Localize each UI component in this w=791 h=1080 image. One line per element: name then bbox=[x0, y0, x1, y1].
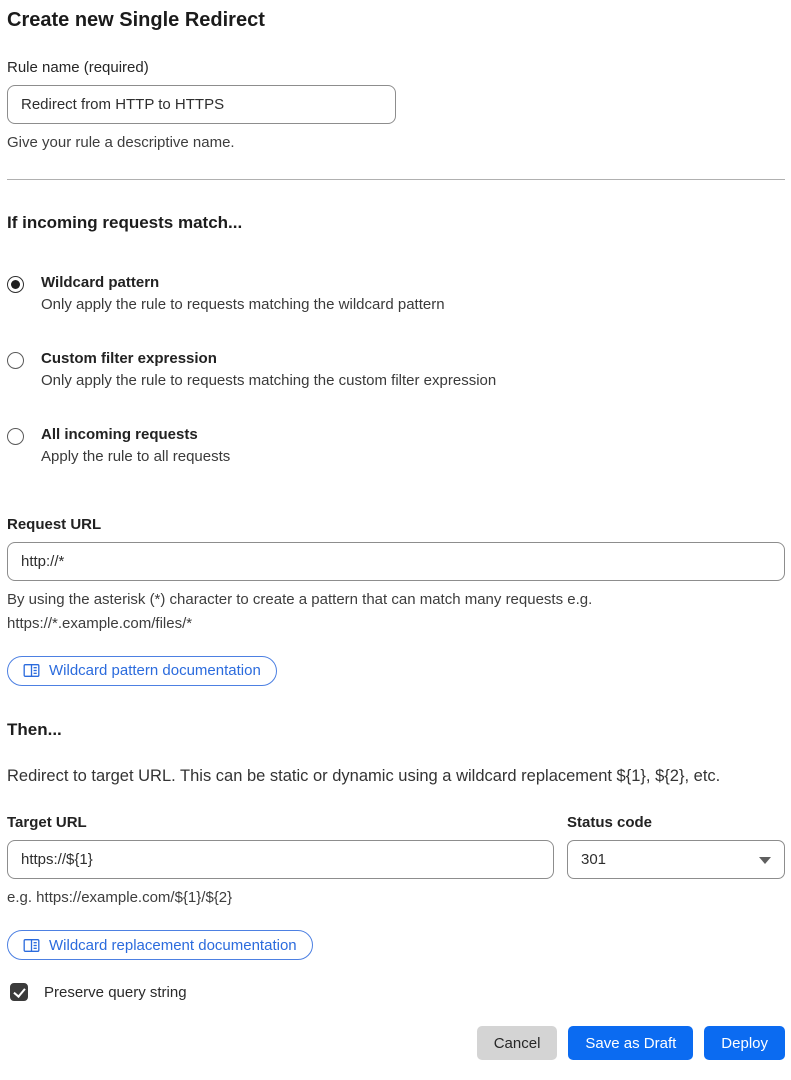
preserve-query-string-label: Preserve query string bbox=[44, 983, 187, 1001]
book-icon bbox=[23, 663, 40, 678]
request-url-help bbox=[7, 588, 785, 635]
book-icon bbox=[23, 938, 40, 953]
status-code-label: Status code bbox=[567, 813, 653, 831]
all-incoming-requests-radio[interactable] bbox=[7, 428, 24, 445]
custom-filter-expression-radio[interactable] bbox=[7, 352, 24, 369]
status-code-select-wrap bbox=[567, 840, 785, 879]
radio-option-label: Custom filter expression bbox=[41, 350, 217, 368]
rule-name-block bbox=[7, 59, 785, 154]
wildcard-pattern-radio[interactable] bbox=[7, 276, 24, 293]
preserve-query-string-row[interactable] bbox=[7, 983, 785, 1001]
radio-option-description: Apply the rule to all requests bbox=[41, 448, 231, 466]
rule-name-input[interactable] bbox=[7, 85, 396, 124]
status-code-select[interactable] bbox=[567, 840, 785, 879]
target-url-block bbox=[7, 814, 554, 909]
section-divider bbox=[7, 179, 785, 180]
match-type-radio-group bbox=[7, 274, 785, 465]
pill-button-label: Wildcard replacement documentation bbox=[49, 936, 297, 954]
radio-option-wildcard-pattern[interactable] bbox=[7, 274, 785, 313]
request-url-help-line1: By using the asterisk (*) character to create a pattern that can match many requests e.g. bbox=[7, 591, 593, 609]
request-url-block bbox=[7, 516, 785, 635]
match-section-heading: If incoming requests match... bbox=[7, 213, 243, 233]
rule-name-label: Rule name (required) bbox=[7, 59, 149, 76]
target-row bbox=[7, 814, 785, 909]
pill-button-label: Wildcard pattern documentation bbox=[49, 662, 261, 680]
wildcard-pattern-documentation-button[interactable] bbox=[7, 656, 277, 686]
radio-option-label: Wildcard pattern bbox=[41, 274, 160, 292]
footer-actions bbox=[7, 1026, 785, 1060]
deploy-button[interactable]: Deploy bbox=[704, 1026, 785, 1060]
then-section-description: Redirect to target URL. This can be static or dynamic using a wildcard replacement ${1}, ${2}, etc. bbox=[7, 766, 721, 785]
then-section-heading: Then... bbox=[7, 719, 62, 739]
radio-option-all-incoming-requests[interactable] bbox=[7, 426, 785, 465]
radio-option-custom-filter-expression[interactable] bbox=[7, 350, 785, 389]
save-as-draft-button[interactable]: Save as Draft bbox=[568, 1026, 693, 1060]
cancel-button[interactable]: Cancel bbox=[477, 1026, 558, 1060]
target-url-help: e.g. https://example.com/${1}/${2} bbox=[7, 888, 233, 906]
target-url-input[interactable] bbox=[7, 840, 554, 879]
preserve-query-string-checkbox[interactable] bbox=[10, 983, 28, 1001]
request-url-label: Request URL bbox=[7, 516, 102, 534]
rule-name-help: Give your rule a descriptive name. bbox=[7, 134, 235, 151]
radio-option-description: Only apply the rule to requests matching the wildcard pattern bbox=[41, 296, 445, 314]
request-url-input[interactable] bbox=[7, 542, 785, 581]
page-title: Create new Single Redirect bbox=[7, 9, 265, 31]
target-url-label: Target URL bbox=[7, 813, 87, 831]
radio-option-label: All incoming requests bbox=[41, 426, 198, 444]
status-code-block bbox=[567, 814, 785, 879]
radio-option-description: Only apply the rule to requests matching the custom filter expression bbox=[41, 372, 497, 390]
wildcard-replacement-documentation-button[interactable] bbox=[7, 930, 313, 960]
request-url-help-line2: https://*.example.com/files/* bbox=[7, 614, 193, 632]
